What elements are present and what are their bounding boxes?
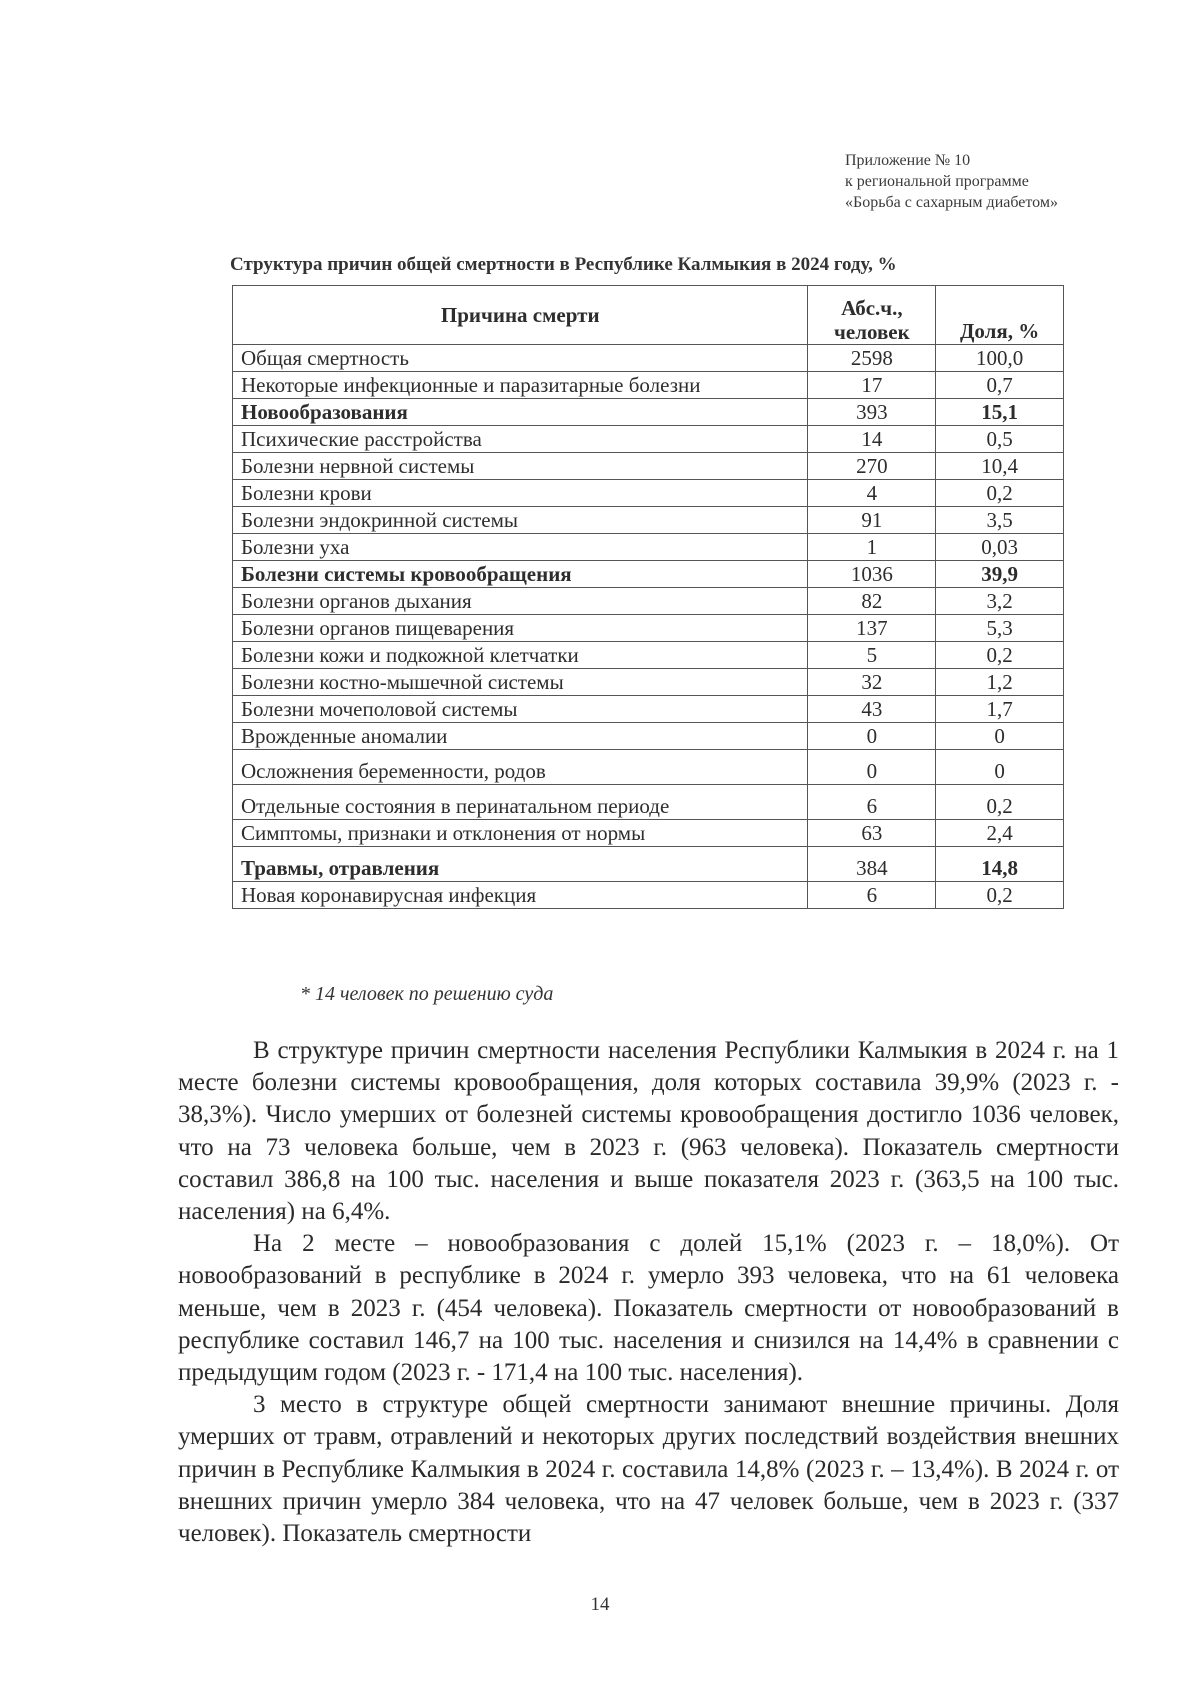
row-abs: 43 [808, 696, 936, 723]
row-cause: Болезни органов пищеварения [233, 615, 808, 642]
row-abs: 5 [808, 642, 936, 669]
table-row [233, 345, 1064, 372]
table-row [233, 882, 1064, 909]
row-cause: Болезни мочеполовой системы [233, 696, 808, 723]
table-row [233, 820, 1064, 847]
row-share: 1,2 [936, 669, 1064, 696]
row-share: 0 [936, 723, 1064, 750]
row-cause: Болезни костно-мышечной системы [233, 669, 808, 696]
row-share: 0,5 [936, 426, 1064, 453]
header-cause: Причина смерти [233, 286, 808, 345]
row-abs: 0 [808, 723, 936, 750]
paragraph-2: На 2 месте – новообразования с долей 15,1% (2023 г. – 18,0%). От новообразований в республике в 2024 г. умерло 393 человека, что на 61 человека меньше, чем в 2023 г. (454 человека). Показатель смертности от новообразований в республике составил 146,7 на 100 тыс. населения и снизился на 14,4% в сравнении с предыдущим годом (2023 г. - 171,4 на 100 тыс. населения). [178, 1230, 1119, 1387]
row-share: 0,2 [936, 785, 1064, 820]
table-row [233, 723, 1064, 750]
table-row [233, 847, 1064, 882]
row-share: 0,7 [936, 372, 1064, 399]
table-row [233, 588, 1064, 615]
row-abs: 393 [808, 399, 936, 426]
page-number: 14 [590, 1594, 610, 1615]
appendix-line-1: Приложение № 10 [845, 152, 971, 169]
row-share: 100,0 [936, 345, 1064, 372]
row-abs: 6 [808, 785, 936, 820]
row-abs: 14 [808, 426, 936, 453]
row-abs: 384 [808, 847, 936, 882]
row-abs: 82 [808, 588, 936, 615]
row-cause: Некоторые инфекционные и паразитарные болезни [233, 372, 808, 399]
row-share: 14,8 [936, 847, 1064, 882]
row-cause: Осложнения беременности, родов [233, 750, 808, 785]
header-share: Доля, % [936, 286, 1064, 345]
row-abs: 1 [808, 534, 936, 561]
table-row [233, 561, 1064, 588]
table-row [233, 696, 1064, 723]
row-abs: 0 [808, 750, 936, 785]
appendix-header [845, 150, 1175, 213]
row-share: 0,2 [936, 882, 1064, 909]
paragraph-1: В структуре причин смертности населения Республики Калмыкия в 2024 г. на 1 месте болезни системы кровообращения, доля которых составила 39,9% (2023 г. - 38,3%). Число умерших от болезней системы кровообращения достигло 1036 человек, что на 73 человека больше, чем в 2023 г. (963 человека). Показатель смертности составил 386,8 на 100 тыс. населения и выше показателя 2023 г. (363,5 на 100 тыс. населения) на 6,4%. [178, 1037, 1119, 1226]
row-cause: Болезни крови [233, 480, 808, 507]
row-abs: 4 [808, 480, 936, 507]
table-row [233, 785, 1064, 820]
row-cause: Общая смертность [233, 345, 808, 372]
row-abs: 137 [808, 615, 936, 642]
table-header-row [233, 286, 1064, 345]
header-abs-line-2: человек [834, 320, 910, 344]
row-share: 10,4 [936, 453, 1064, 480]
row-abs: 91 [808, 507, 936, 534]
table-row [233, 480, 1064, 507]
row-cause: Новообразования [233, 399, 808, 426]
row-cause: Болезни эндокринной системы [233, 507, 808, 534]
table-row [233, 426, 1064, 453]
row-abs: 32 [808, 669, 936, 696]
row-share: 0,2 [936, 480, 1064, 507]
row-cause: Новая коронавирусная инфекция [233, 882, 808, 909]
appendix-line-2: к региональной программе [845, 173, 1029, 190]
body-text [178, 1035, 1119, 1550]
row-cause: Психические расстройства [233, 426, 808, 453]
row-cause: Болезни системы кровообращения [233, 561, 808, 588]
table-row [233, 507, 1064, 534]
row-cause: Симптомы, признаки и отклонения от нормы [233, 820, 808, 847]
row-share: 0 [936, 750, 1064, 785]
row-share: 5,3 [936, 615, 1064, 642]
row-share: 1,7 [936, 696, 1064, 723]
row-share: 2,4 [936, 820, 1064, 847]
row-cause: Отдельные состояния в перинатальном периоде [233, 785, 808, 820]
row-abs: 2598 [808, 345, 936, 372]
row-cause: Болезни нервной системы [233, 453, 808, 480]
table-row [233, 534, 1064, 561]
row-cause: Болезни кожи и подкожной клетчатки [233, 642, 808, 669]
row-share: 3,2 [936, 588, 1064, 615]
row-share: 39,9 [936, 561, 1064, 588]
header-abs [808, 286, 936, 345]
paragraph-3: 3 место в структуре общей смертности занимают внешние причины. Доля умерших от травм, отравлений и некоторых других последствий воздействия внешних причин в Республике Калмыкия в 2024 г. составила 14,8% (2023 г. – 13,4%). В 2024 г. от внешних причин умерло 384 человека, что на 47 человек больше, чем в 2023 г. (337 человек). Показатель смертности [178, 1391, 1119, 1548]
table-row [233, 615, 1064, 642]
row-cause: Врожденные аномалии [233, 723, 808, 750]
row-abs: 270 [808, 453, 936, 480]
table-row [233, 642, 1064, 669]
mortality-table [232, 285, 1064, 909]
table-footnote: * 14 человек по решению суда [300, 983, 554, 1005]
table-title: Структура причин общей смертности в Республике Калмыкия в 2024 году, % [230, 254, 897, 275]
row-share: 3,5 [936, 507, 1064, 534]
table-row [233, 399, 1064, 426]
appendix-line-3: «Борьба с сахарным диабетом» [845, 194, 1058, 211]
row-cause: Травмы, отравления [233, 847, 808, 882]
row-abs: 6 [808, 882, 936, 909]
header-abs-line-1: Абс.ч., [841, 296, 903, 320]
row-abs: 1036 [808, 561, 936, 588]
row-abs: 17 [808, 372, 936, 399]
table-row [233, 669, 1064, 696]
table-row [233, 372, 1064, 399]
table-row [233, 750, 1064, 785]
row-cause: Болезни уха [233, 534, 808, 561]
table-row [233, 453, 1064, 480]
row-cause: Болезни органов дыхания [233, 588, 808, 615]
row-share: 15,1 [936, 399, 1064, 426]
row-share: 0,2 [936, 642, 1064, 669]
row-share: 0,03 [936, 534, 1064, 561]
row-abs: 63 [808, 820, 936, 847]
